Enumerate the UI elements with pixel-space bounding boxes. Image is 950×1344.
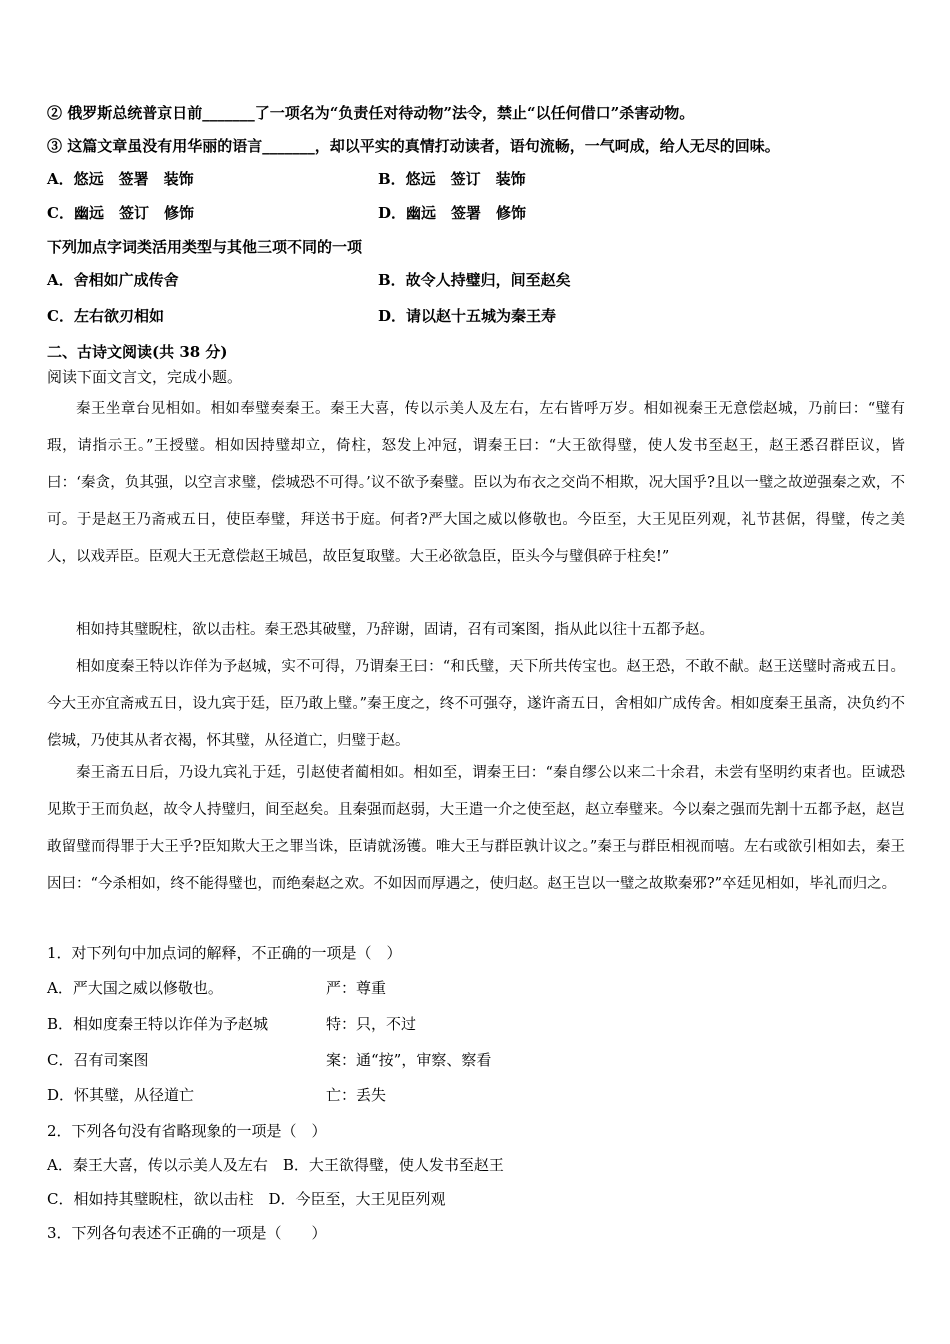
vocab-option-c: C．幽远 签订 修饰 bbox=[47, 204, 194, 222]
vocab-item-2: ② 俄罗斯总统普京日前_______了一项名为“负责任对待动物”法令，禁止“以任何借口”杀害动物。 bbox=[47, 104, 695, 122]
vocab-option-b: B．悠远 签订 装饰 bbox=[378, 170, 526, 188]
q1-option-c-sentence: C．召有司案图 bbox=[47, 1051, 149, 1069]
word-usage-stem: 下列加点字词类活用类型与其他三项不同的一项 bbox=[47, 238, 363, 256]
q1-option-c-gloss: 案：通“按”，审察、察看 bbox=[326, 1051, 492, 1069]
section-title: 二、古诗文阅读(共 38 分) bbox=[47, 343, 228, 361]
q2-options-row-2: C．相如持其璧睨柱，欲以击柱 D．今臣至，大王见臣列观 bbox=[47, 1190, 446, 1208]
vocab-option-d: D．幽远 签署 修饰 bbox=[378, 204, 527, 222]
q1-option-b-gloss: 特：只，不过 bbox=[326, 1015, 417, 1033]
vocab-item-3: ③ 这篇文章虽没有用华丽的语言_______，却以平实的真情打动读者，语句流畅，一气呵成，给人无尽的回味。 bbox=[47, 137, 780, 155]
q2-options-row-1: A．秦王大喜，传以示美人及左右 B．大王欲得璧，使人发书至赵王 bbox=[47, 1156, 504, 1174]
word-usage-option-a: A．舍相如广成传舍 bbox=[47, 271, 179, 289]
q1-option-d-sentence: D．怀其璧，从径道亡 bbox=[47, 1086, 195, 1104]
passage-paragraph-4: 秦王斋五日后，乃设九宾礼于廷，引赵使者蔺相如。相如至，谓秦王曰：“秦自缪公以来二十余君，未尝有坚明约束者也。臣诚恐见欺于王而负赵，故令人持璧归，间至赵矣。且秦强而赵弱，大王遣一介之使至赵，赵立奉璧来。今以秦之强而先割十五都予赵，赵岂敢留璧而得罪于大王乎?臣知欺大王之罪当诛，臣请就汤镬。唯大王与群臣孰计议之。”秦王与群臣相视而嘻。左右或欲引相如去，秦王因曰：“今杀相如，终不能得璧也，而绝秦赵之欢。不如因而厚遇之，使归赵。赵王岂以一璧之故欺秦邪?”卒廷见相如，毕礼而归之。 bbox=[47, 765, 905, 892]
q1-option-b-sentence: B．相如度秦王特以诈佯为予赵城 bbox=[47, 1015, 269, 1033]
q1-option-d-gloss: 亡：丢失 bbox=[326, 1086, 387, 1104]
vocab-option-a: A．悠远 签署 装饰 bbox=[47, 170, 194, 188]
q1-option-a-gloss: 严：尊重 bbox=[326, 979, 387, 997]
word-usage-option-c: C．左右欲刃相如 bbox=[47, 307, 164, 325]
q3-stem: 3．下列各句表述不正确的一项是（ ） bbox=[47, 1224, 327, 1242]
passage-paragraph-2: 相如持其璧睨柱，欲以击柱。秦王恐其破璧，乃辞谢，固请，召有司案图，指从此以往十五都予赵。 bbox=[76, 622, 714, 638]
passage-paragraph-3: 相如度秦王特以诈佯为予赵城，实不可得，乃谓秦王曰：“和氏璧，天下所共传宝也。赵王恐，不敢不献。赵王送璧时斋戒五日。今大王亦宜斋戒五日，设九宾于廷，臣乃敢上璧。”秦王度之，终不可强夺，遂许斋五日，舍相如广成传舍。相如度秦王虽斋，决负约不偿城，乃使其从者衣褐，怀其璧，从径道亡，归璧于赵。 bbox=[47, 659, 905, 749]
word-usage-option-b: B．故令人持璧归，间至赵矣 bbox=[378, 271, 571, 289]
q2-stem: 2．下列各句没有省略现象的一项是（ ） bbox=[47, 1122, 327, 1140]
q1-option-a-sentence: A．严大国之威以修敬也。 bbox=[47, 979, 223, 997]
word-usage-option-d: D．请以赵十五城为秦王寿 bbox=[378, 307, 557, 325]
section-instruction: 阅读下面文言文，完成小题。 bbox=[47, 368, 243, 386]
passage-paragraph-1: 秦王坐章台见相如。相如奉璧奏秦王。秦王大喜，传以示美人及左右，左右皆呼万岁。相如视秦王无意偿赵城，乃前曰：“璧有瑕，请指示王。”王授璧。相如因持璧却立，倚柱，怒发上冲冠，谓秦王曰：“大王欲得璧，使人发书至赵王，赵王悉召群臣议，皆曰：‘秦贪，负其强，以空言求璧，偿城恐不可得。’议不欲予秦璧。臣以为布衣之交尚不相欺，况大国乎?且以一璧之故逆强秦之欢，不可。于是赵王乃斋戒五日，使臣奉璧，拜送书于庭。何者?严大国之威以修敬也。今臣至，大王见臣列观，礼节甚倨，得璧，传之美人，以戏弄臣。臣观大王无意偿赵王城邑，故臣复取璧。大王必欲急臣，臣头今与璧俱碎于柱矣!” bbox=[47, 401, 905, 565]
q1-stem: 1．对下列句中加点词的解释，不正确的一项是（ ） bbox=[47, 944, 402, 962]
